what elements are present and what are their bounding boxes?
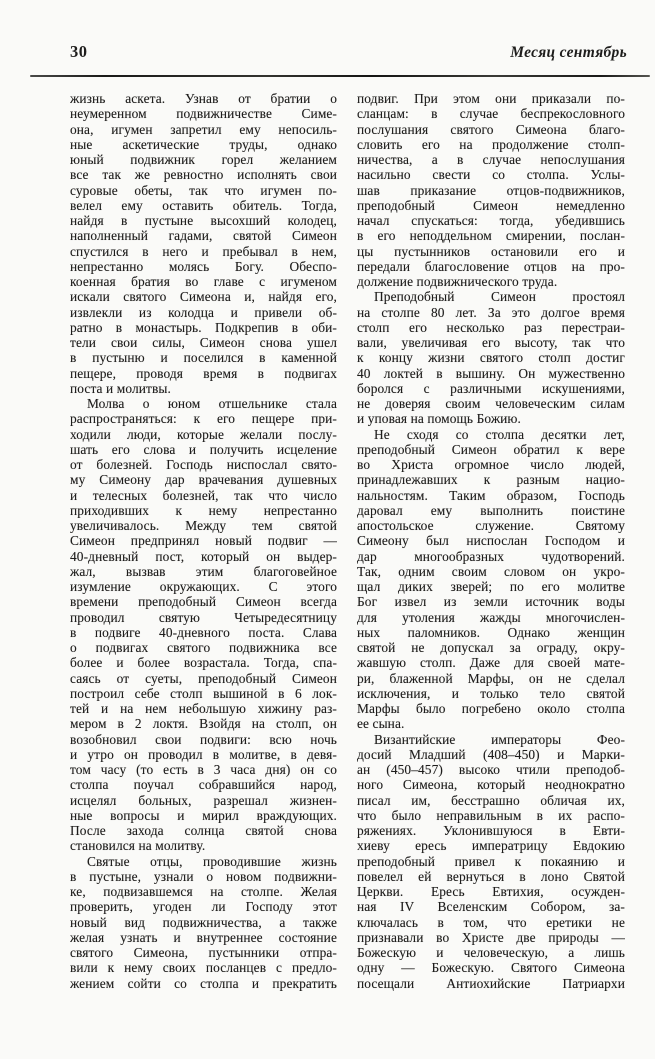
text-line: увеличивалось. Между тем святой: [70, 518, 337, 533]
text-line: ри, блаженной Марфы, он не сделал: [357, 670, 625, 686]
text-line: После захода солнца святой снова: [70, 823, 337, 838]
left-text-column: [70, 91, 337, 991]
text-line: непрестанно молясь Богу. Обеспо-: [70, 258, 337, 274]
text-line: мером в 2 локтя. Взойдя на столп, он: [70, 716, 337, 732]
text-line: возобновил свои подвиги: всю ночь: [70, 731, 337, 747]
page-number: 30: [70, 42, 88, 61]
text-line: столп его несколько раз перестраи-: [357, 319, 625, 335]
text-line: даровал ему выполнить поистине: [357, 502, 625, 518]
text-line: повелел ей вернуться в лоно Святой: [357, 868, 625, 884]
text-line: шать его слова и получить исцеление: [70, 441, 337, 457]
paragraph: [357, 427, 625, 732]
text-line: жавшую столп. Даже для своей мате-: [357, 655, 625, 671]
text-line: приходивших к нему непрестанно: [70, 502, 337, 518]
text-line: ряжениях. Уклонившуюся в Евти-: [357, 823, 625, 838]
text-line: шав приказание отцов-подвижников,: [357, 182, 625, 198]
text-line: ного Симеона, который неоднократно: [357, 777, 625, 793]
text-line: ные аскетические труды, однако: [70, 136, 337, 152]
text-line: ке, подвизавшемся на столпе. Желая: [70, 884, 337, 899]
text-line: спустился в него и пребывал в нем,: [70, 243, 337, 259]
text-line: Бог извел из земли источник воды: [357, 594, 625, 610]
text-line: наполненный гадами, святой Симеон: [70, 228, 337, 244]
text-line: посещали Антиохийские Патриархи: [357, 975, 625, 991]
paragraph: [357, 289, 625, 426]
text-line: том часу (то есть в 3 часа дня) он со: [70, 762, 337, 777]
text-line: Симеон предпринял новый подвиг —: [70, 533, 337, 549]
text-line: апостольское служение. Святому: [357, 518, 625, 533]
text-line: в пустыне, узнали о новом подвижни-: [70, 868, 337, 884]
text-line: сланцам: в случае беспрекословного: [357, 106, 625, 122]
text-line: Марфы было погребено около столпа: [357, 701, 625, 716]
text-line: дар многообразных чудотворений.: [357, 548, 625, 564]
text-line: не доверяя своим человеческим силам: [357, 396, 625, 411]
text-line: на столпе 80 лет. За это долгое время: [357, 304, 625, 320]
running-head: [70, 42, 627, 66]
text-line: боролся с различными искушениями,: [357, 380, 625, 396]
text-line: распространяться: к его пещере при-: [70, 411, 337, 427]
text-line: для утоления жажды многочислен-: [357, 609, 625, 625]
text-line: должение подвижнического труда.: [357, 274, 558, 289]
text-line: 40 локтей в вышину. Он мужественно: [357, 365, 625, 381]
text-line: одну — Божескую. Святого Симеона: [357, 960, 625, 976]
text-line: ходили люди, которые желали послу-: [70, 426, 337, 442]
running-title: Месяц сентябрь: [510, 44, 627, 61]
text-line: ные вопросы и мирил враждующих.: [70, 807, 337, 823]
text-line: писал им, бесстрашно обличая их,: [357, 792, 625, 808]
text-line: суровые обеты, так что игумен по-: [70, 182, 337, 198]
text-line: Так, одним своим словом он укро-: [357, 563, 625, 579]
text-line: святой не допускал за ограду, окру-: [357, 640, 625, 655]
text-line: проверить, угоден ли Господу этот: [70, 899, 337, 915]
text-line: преподобный привел к покаянию и: [357, 853, 625, 869]
text-line: хиеву ересь императрицу Евдокию: [357, 838, 625, 854]
text-line: ратно в монастырь. Подкрепив в оби-: [70, 319, 337, 335]
text-line: и уповая на помощь Божию.: [357, 411, 521, 427]
text-line: преподобный Симеон обратил к вере: [357, 441, 625, 457]
text-line: исключения, и только тело святой: [357, 685, 625, 701]
text-line: му Симеону дар врачевания душевных: [70, 472, 337, 488]
text-line: все так же ревностно исполнять свои: [70, 167, 337, 183]
text-line: Симеону был ниспослан Господом и: [357, 533, 625, 549]
header-rule: [30, 75, 650, 77]
text-line: пещере, проводя время в подвигах: [70, 365, 337, 381]
text-line: найдя в пустыне высохший колодец,: [70, 213, 337, 228]
text-line: Церкви. Ересь Евтихия, осужден-: [357, 884, 625, 899]
text-line: становился на молитву.: [70, 838, 206, 854]
text-line: в подвиге 40-дневного поста. Слава: [70, 624, 337, 640]
text-line: вили к нему своих посланцев с предло-: [70, 960, 337, 976]
text-line: более и более возрастала. Тогда, спа-: [70, 655, 337, 671]
text-line: столпа поучал собравшийся народ,: [70, 777, 337, 793]
text-line: желая узнать и внутреннее состояние: [70, 929, 337, 945]
text-line: во Христа огромное число людей,: [357, 457, 625, 472]
text-line: ных паломников. Однако женщин: [357, 624, 625, 640]
text-line: ее сына.: [357, 716, 405, 732]
text-line: преподобный Симеон немедленно: [357, 197, 625, 213]
text-line: неумеренном подвижничестве Симе-: [70, 106, 337, 122]
text-line: признавали во Христе две природы —: [357, 929, 625, 945]
text-line: она, игумен запретил ему непосиль-: [70, 121, 337, 137]
text-line: начал спускаться: тогда, убедившись: [357, 213, 625, 228]
text-line: ключалась в том, что еретики не: [357, 914, 625, 930]
text-line: в его неподдельном смирении, послан-: [357, 228, 625, 244]
text-line: 40-дневный пост, который он выдер-: [70, 548, 337, 564]
text-line: в пустыню и поселился в каменной: [70, 350, 337, 366]
text-line: нальностям. Таким образом, Господь: [357, 487, 625, 503]
text-line: времени преподобный Симеон всегда: [70, 594, 337, 610]
text-line: извлекли из колодца и привели об-: [70, 304, 337, 320]
text-line: новый вид подвижничества, а также: [70, 914, 337, 930]
text-line: жением сойти со столпа и прекратить: [70, 975, 337, 991]
text-line: Византийские императоры Фео-: [374, 731, 625, 747]
text-line: Божескую и человеческую, а лишь: [357, 945, 625, 960]
text-line: о подвигах святого подвижника все: [70, 640, 337, 655]
text-line: Молва о юном отшельнике стала: [87, 396, 337, 411]
text-line: насильно свести со столпа. Услы-: [357, 167, 625, 183]
text-line: подвиг. При этом они приказали по-: [357, 91, 625, 106]
text-line: послушания святого Симеона благо-: [357, 121, 625, 137]
text-line: построил себе столп вышиной в 6 лок-: [70, 685, 337, 701]
text-line: досий Младший (408–450) и Марки-: [357, 746, 625, 762]
text-line: тели свои силы, Симеон снова ушел: [70, 335, 337, 350]
text-line: словить его на продолжение столп-: [357, 136, 625, 152]
paragraph: [70, 854, 337, 991]
text-line: что было неправильным в их распо-: [357, 807, 625, 823]
text-line: жал, вызвав этим благоговейное: [70, 563, 337, 579]
text-line: ная IV Вселенским Собором, за-: [357, 899, 625, 915]
text-line: принадлежавших к разным нацио-: [357, 472, 625, 488]
paragraph: [357, 732, 625, 991]
text-line: изумление окружающих. С этого: [70, 579, 337, 594]
text-line: Преподобный Симеон простоял: [374, 289, 625, 305]
text-line: жизнь аскета. Узнав от братии о: [70, 91, 337, 106]
text-line: тей и на нем небольшую хижину раз-: [70, 701, 337, 716]
text-line: ан (450–457) высоко чтили преподоб-: [357, 762, 625, 777]
text-line: поста и молитвы.: [70, 380, 171, 396]
text-line: искали святого Симеона и, найдя его,: [70, 289, 337, 305]
text-line: святого Симеона, пустынники отпра-: [70, 945, 337, 960]
text-line: юный подвижник горел желанием: [70, 152, 337, 167]
text-line: передали благословение отцов на про-: [357, 258, 625, 274]
text-line: саясь от суеты, преподобный Симеон: [70, 670, 337, 686]
right-text-column: [357, 91, 625, 991]
text-line: цы пустынников остановили его и: [357, 243, 625, 259]
text-line: от болезней. Господь ниспослал свято-: [70, 457, 337, 472]
text-line: и утро он проводил в молитве, в девя-: [70, 746, 337, 762]
paragraph: [70, 396, 337, 854]
text-line: щал диких зверей; по его молитве: [357, 579, 625, 594]
paragraph: [70, 91, 337, 396]
text-line: ничества, а в случае непослушания: [357, 152, 625, 167]
text-line: и телесных болезней, так что число: [70, 487, 337, 503]
text-line: велел ему оставить обитель. Тогда,: [70, 197, 337, 213]
text-line: к концу жизни святого столп достиг: [357, 350, 625, 366]
text-line: коенная братия во главе с игуменом: [70, 274, 337, 289]
paragraph: [357, 91, 625, 289]
text-line: проводил святую Четыредесятницу: [70, 609, 337, 625]
text-line: исцелял больных, разрешал жизнен-: [70, 792, 337, 808]
text-line: вали, увеличивая его высоту, так что: [357, 335, 625, 350]
text-line: Святые отцы, проводившие жизнь: [87, 853, 337, 869]
text-line: Не сходя со столпа десятки лет,: [374, 426, 625, 442]
